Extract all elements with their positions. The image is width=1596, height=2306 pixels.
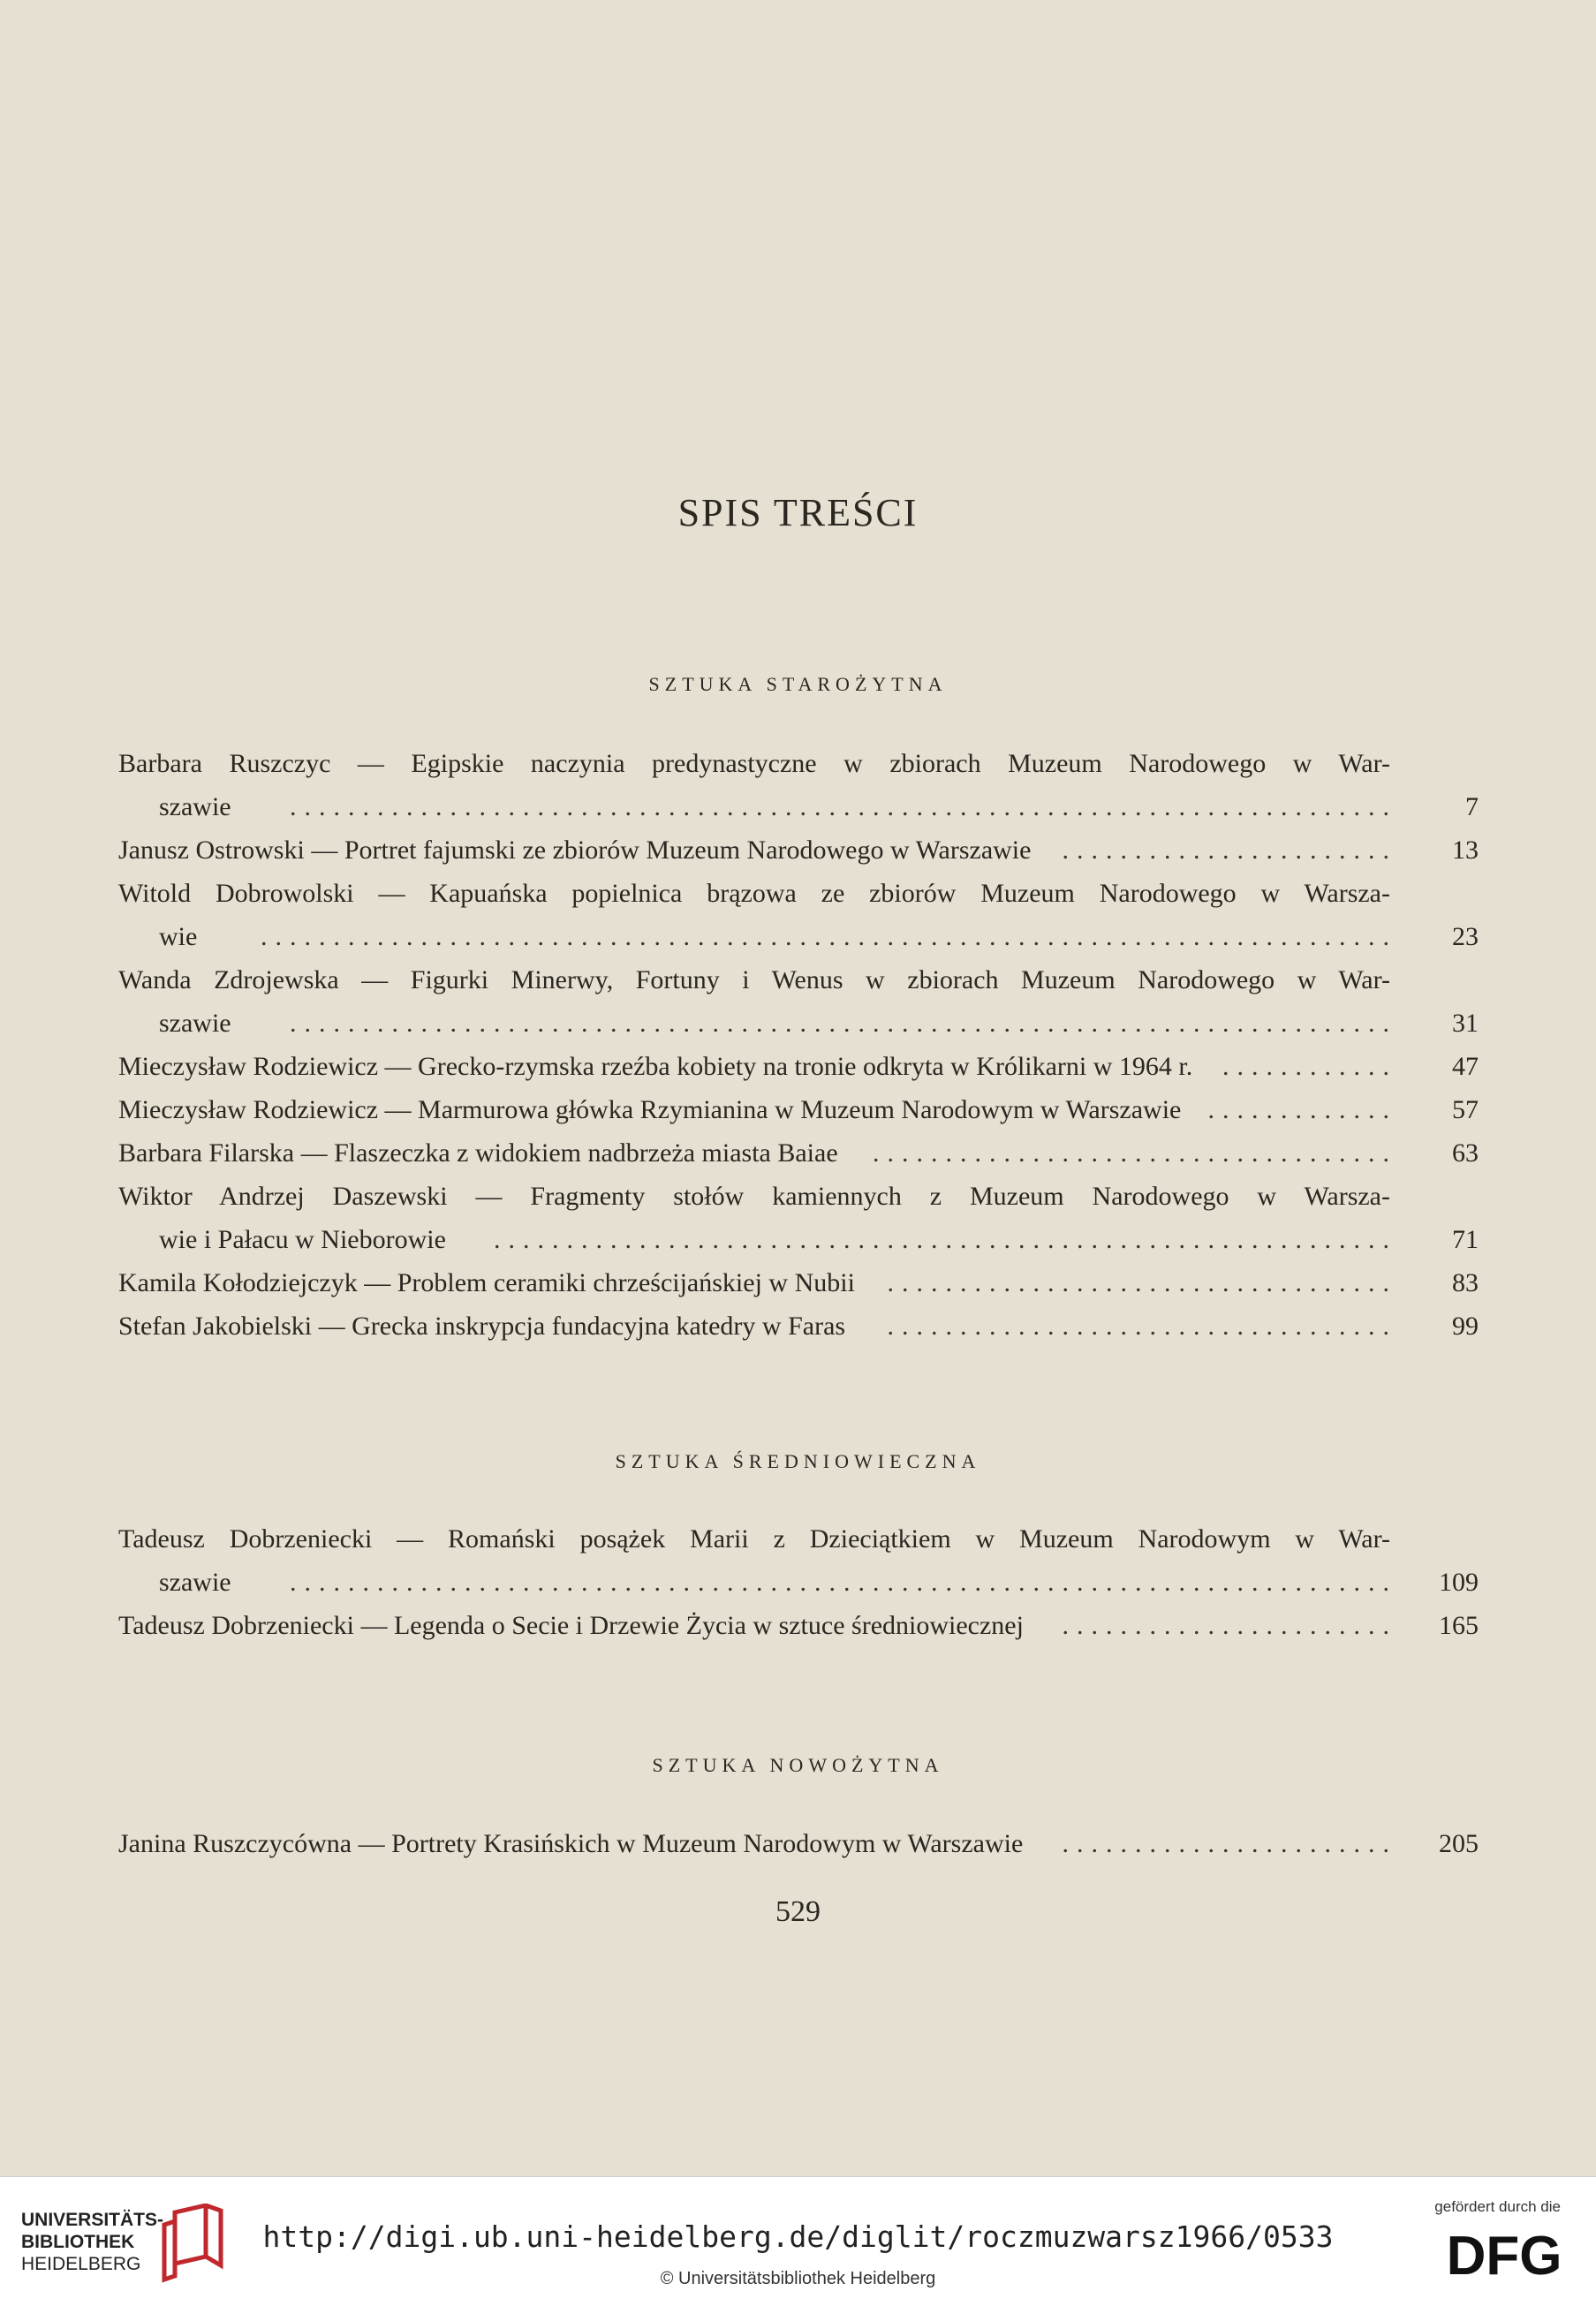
toc-entry-text: szawie — [159, 1568, 231, 1597]
toc-entry-text: szawie — [159, 792, 231, 821]
toc-entry-line — [118, 1218, 1479, 1261]
library-name-line1: UNIVERSITÄTS- — [21, 2210, 164, 2230]
toc-entry-page: 63 — [1452, 1138, 1479, 1168]
toc-entry-line — [118, 1561, 1479, 1604]
toc-entry-text: Barbara Filarska — Flaszeczka z widokiem nadbrzeża miasta Baiae — [118, 1138, 838, 1168]
toc-entry-line — [118, 1002, 1479, 1045]
toc-entry — [118, 872, 1479, 958]
dfg-logo-text: DFG — [1446, 2226, 1562, 2281]
toc-entry — [118, 958, 1479, 1045]
dfg-logo-icon — [1442, 2225, 1566, 2281]
toc-entry-text: Mieczysław Rodziewicz — Grecko-rzymska rzeźba kobiety na tronie odkryta w Królikarni w 1964 r. — [118, 1052, 1193, 1081]
leader-dots: ............. — [1207, 1095, 1397, 1124]
toc-entry-page: 47 — [1452, 1052, 1479, 1081]
toc-entry-page: 57 — [1452, 1095, 1479, 1124]
library-name-line3: HEIDELBERG — [21, 2254, 141, 2274]
toc-entry-page: 99 — [1452, 1312, 1479, 1341]
toc-entry-line — [118, 958, 1479, 1002]
page-title: SPIS TREŚCI — [677, 491, 919, 534]
toc-entry-line — [118, 1822, 1479, 1865]
toc-entry-text: Wiktor Andrzej Daszewski — Fragmenty stołów kamiennych z Muzeum Narodowego w Warsza- — [118, 1182, 1390, 1211]
toc-entry-text: wie i Pałacu w Nieborowie — [159, 1225, 446, 1254]
permalink-url[interactable]: http://digi.ub.uni-heidelberg.de/diglit/roczmuzwarsz1966/0533 — [262, 2219, 1334, 2254]
toc-entry-line — [118, 828, 1479, 872]
viewer-footer — [0, 2176, 1596, 2306]
page-number: 529 — [775, 1895, 821, 1928]
leader-dots: ............................................................................ — [290, 792, 1397, 821]
leader-dots: .............................................................................. — [261, 922, 1397, 951]
toc-entry-line — [118, 1604, 1479, 1647]
toc-entry — [118, 1822, 1479, 1865]
toc-entry-page: 23 — [1452, 922, 1479, 951]
leader-dots: ................................... — [887, 1312, 1397, 1341]
leader-dots: ....................... — [1062, 1611, 1397, 1640]
toc-entry-line — [118, 915, 1479, 958]
leader-dots: ............................................................................ — [290, 1009, 1397, 1038]
section-heading-modern: SZTUKA NOWOŻYTNA — [652, 1754, 944, 1776]
toc-entry-text: Janina Ruszczycówna — Portrety Krasińskich w Muzeum Narodowym w Warszawie — [118, 1829, 1024, 1858]
section-heading-ancient: SZTUKA STAROŻYTNA — [648, 673, 948, 695]
toc-entry-text: Wanda Zdrojewska — Figurki Minerwy, Fortuny i Wenus w zbiorach Muzeum Narodowego w War- — [118, 965, 1390, 994]
leader-dots: .............................................................. — [494, 1225, 1397, 1254]
toc-entry — [118, 1088, 1479, 1131]
toc-entry-line — [118, 1175, 1479, 1218]
toc-entry — [118, 828, 1479, 872]
toc-entry — [118, 1304, 1479, 1348]
toc-entry — [118, 1131, 1479, 1175]
toc-entry-line — [118, 1131, 1479, 1175]
toc-entry-line — [118, 1261, 1479, 1304]
toc-entry-text: Barbara Ruszczyc — Egipskie naczynia predynastyczne w zbiorach Muzeum Narodowego w War- — [118, 749, 1390, 778]
toc-entry-page: 31 — [1452, 1009, 1479, 1038]
library-name-line2: BIBLIOTHEK — [21, 2232, 135, 2252]
leader-dots: ............ — [1222, 1052, 1397, 1081]
leader-dots: .................................... — [873, 1138, 1397, 1168]
funding-note: gefördert durch die — [1434, 2198, 1561, 2215]
toc-entry-line — [118, 1045, 1479, 1088]
toc-entry-text: Tadeusz Dobrzeniecki — Romański posążek Marii z Dzieciątkiem w Muzeum Narodowym w War- — [118, 1524, 1390, 1554]
toc-entry-page: 109 — [1439, 1568, 1479, 1597]
toc-entry-page: 13 — [1452, 835, 1479, 865]
toc-entry-line — [118, 785, 1479, 828]
toc-entry-text: szawie — [159, 1009, 231, 1038]
toc-entry-text: Witold Dobrowolski — Kapuańska popielnica brązowa ze zbiorów Muzeum Narodowego w Warsza- — [118, 879, 1390, 908]
section-heading-medieval: SZTUKA ŚREDNIOWIECZNA — [615, 1450, 981, 1472]
toc-entry-page: 83 — [1452, 1268, 1479, 1297]
toc-entry-text: Stefan Jakobielski — Grecka inskrypcja fundacyjna katedry w Faras — [118, 1312, 846, 1341]
copyright-notice: © Universitätsbibliothek Heidelberg — [660, 2269, 936, 2288]
toc-entry-line — [118, 1517, 1479, 1561]
toc-entry-page: 7 — [1465, 792, 1479, 821]
toc-entry-text: Tadeusz Dobrzeniecki — Legenda o Secie i Drzewie Życia w sztuce średniowiecznej — [118, 1611, 1024, 1640]
toc-entry — [118, 1175, 1479, 1261]
toc-entry-line — [118, 1304, 1479, 1348]
toc-entry — [118, 1045, 1479, 1088]
toc-entry — [118, 1517, 1479, 1604]
toc-entry-text: Kamila Kołodziejczyk — Problem ceramiki chrześcijańskiej w Nubii — [118, 1268, 855, 1297]
toc-entry-line — [118, 1088, 1479, 1131]
leader-dots: ....................... — [1062, 835, 1397, 865]
leader-dots: ............................................................................ — [290, 1568, 1397, 1597]
toc-entry-text: Janusz Ostrowski — Portret fajumski ze zbiorów Muzeum Narodowego w Warszawie — [118, 835, 1032, 865]
toc-entry-line — [118, 872, 1479, 915]
toc-entry — [118, 1261, 1479, 1304]
toc-entry-text: Mieczysław Rodziewicz — Marmurowa główka Rzymianina w Muzeum Narodowym w Warszawie — [118, 1095, 1182, 1124]
toc-entry-text: wie — [159, 922, 198, 951]
toc-entry-page: 205 — [1439, 1829, 1479, 1858]
toc-entry — [118, 742, 1479, 828]
toc-entry-page: 165 — [1439, 1611, 1479, 1640]
leader-dots: ....................... — [1062, 1829, 1397, 1858]
toc-entry — [118, 1604, 1479, 1647]
toc-entry-page: 71 — [1452, 1225, 1479, 1254]
leader-dots: ................................... — [887, 1268, 1397, 1297]
toc-entry-line — [118, 742, 1479, 785]
